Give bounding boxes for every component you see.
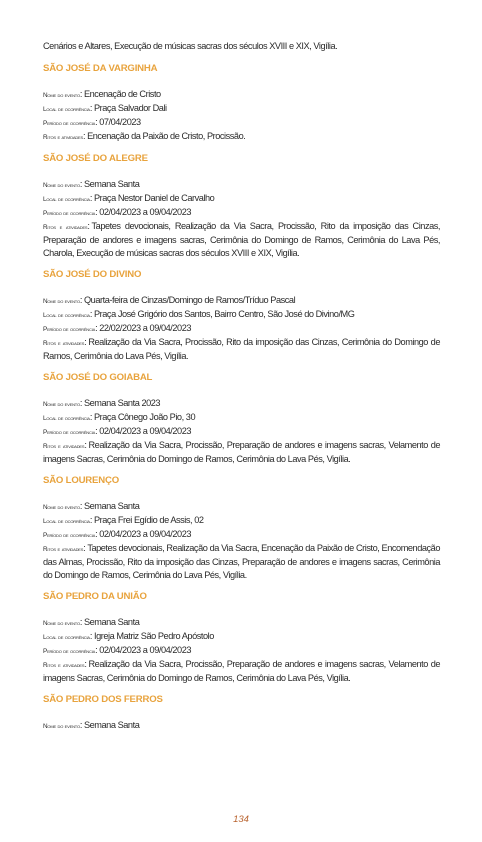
location-field: Local de ocorrência: Praça Frei Egídio de Assis, 02 xyxy=(43,515,204,525)
field-label: Nome do evento xyxy=(43,620,80,627)
field-label: Ritos e atividades xyxy=(43,546,84,553)
field-value: Realização da Via Sacra, Procissão, Preparação de andores e imagens sacras, Velamento de imagens Sacras, Cerimônia do Domingo de Ramos, Cerimônia do Lava Pés, Vigília. xyxy=(43,659,441,683)
field-value: Semana Santa xyxy=(83,720,140,730)
field-label: Nome do evento xyxy=(43,723,80,730)
period-field: Período de ocorrência: 22/02/2023 a 09/04/2023 xyxy=(43,323,192,333)
field-label: Local de ocorrência xyxy=(43,634,90,641)
period-field: Período de ocorrência: 02/04/2023 a 09/04/2023 xyxy=(43,207,192,217)
field-value: Quarta-feira de Cinzas/Domingo de Ramos/Tríduo Pascal xyxy=(83,295,296,305)
field-label: Período de ocorrência xyxy=(43,532,96,539)
field-label: Ritos e atividades xyxy=(43,134,83,141)
page-number: 134 xyxy=(233,814,249,825)
field-value: Semana Santa xyxy=(83,617,140,627)
field-label: Nome do evento xyxy=(43,92,80,99)
field-label: Ritos e atividades xyxy=(43,662,85,669)
document-page xyxy=(43,40,440,741)
field-value: 02/04/2023 a 09/04/2023 xyxy=(99,207,192,217)
field-value: Realização da Via Sacra, Procissão, Preparação de andores e imagens sacras, Velamento de imagens Sacras, Cerimônia do Domingo de Ramos, Cerimônia do Lava Pés, Vigília. xyxy=(43,440,441,464)
field-label: Ritos e atividades xyxy=(43,224,88,231)
section-sao-jose-da-varginha xyxy=(43,62,440,144)
section-sao-pedro-dos-ferros xyxy=(43,693,440,733)
section-heading: SÃO JOSÉ DO GOIABAL xyxy=(43,372,153,383)
field-value: 02/04/2023 a 09/04/2023 xyxy=(99,645,192,655)
field-label: Período de ocorrência xyxy=(43,120,96,127)
field-value: Semana Santa xyxy=(83,501,140,511)
location-field: Local de ocorrência: Igreja Matriz São Pedro Apóstolo xyxy=(43,631,214,641)
field-value: 02/04/2023 a 09/04/2023 xyxy=(99,426,192,436)
field-label: Período de ocorrência xyxy=(43,326,96,333)
field-label: Período de ocorrência xyxy=(43,648,96,655)
event-name-field: Nome do evento: Semana Santa xyxy=(43,501,140,511)
field-value: 22/02/2023 a 09/04/2023 xyxy=(99,323,192,333)
field-label: Local de ocorrência xyxy=(43,312,90,319)
field-value: Praça Salvador Dali xyxy=(93,103,167,113)
field-value: 02/04/2023 a 09/04/2023 xyxy=(99,529,192,539)
section-sao-jose-do-divino xyxy=(43,268,440,363)
field-label: Período de ocorrência xyxy=(43,210,96,217)
section-sao-jose-do-goiabal xyxy=(43,371,440,466)
field-label: Nome do evento xyxy=(43,504,80,511)
event-name-field: Nome do evento: Semana Santa xyxy=(43,720,140,730)
section-heading: SÃO PEDRO DA UNIÃO xyxy=(43,591,147,602)
location-field: Local de ocorrência: Praça José Grigório dos Santos, Bairro Centro, São José do Divino/MG xyxy=(43,309,355,319)
field-label: Local de ocorrência xyxy=(43,106,90,113)
section-sao-lourenco xyxy=(43,474,440,582)
rites-field: Ritos e atividades: Tapetes devocionais, Realização da Via Sacra, Encenação da Paixão de Cristo, Encomendação das Almas, Procissão, Rito da imposição das Cinzas, Preparação de andores e imagens sacras, Cerimônia do Domingo de Ramos, Cerimônia do Lava Pés, Vigília. xyxy=(43,543,441,580)
field-label: Local de ocorrência xyxy=(43,196,90,203)
field-value: Praça Nestor Daniel de Carvalho xyxy=(93,193,215,203)
field-value: Realização da Via Sacra, Procissão, Rito da imposição das Cinzas, Cerimônia do Domingo de Ramos, Cerimônia do Lava Pés, Vigília. xyxy=(43,337,441,361)
field-value: Praça Cônego João Pio, 30 xyxy=(93,412,196,422)
field-value: Praça José Grigório dos Santos, Bairro Centro, São José do Divino/MG xyxy=(93,309,355,319)
field-label: Ritos e atividades xyxy=(43,340,85,347)
section-heading: SÃO JOSÉ DO DIVINO xyxy=(43,269,142,280)
event-name-field: Nome do evento: Semana Santa xyxy=(43,179,140,189)
field-value: Semana Santa 2023 xyxy=(83,398,161,408)
field-value: Tapetes devocionais, Realização da Via Sacra, Encenação da Paixão de Cristo, Encomendação das Almas, Procissão, Rito da imposição das Cinzas, Preparação de andores e imagens sacras, Cerimônia do Domingo de Ramos, Cerimônia do Lava Pés, Vigília. xyxy=(43,543,441,580)
field-value: Encenação de Cristo xyxy=(83,89,161,99)
field-value: Encenação da Paixão de Cristo, Procissão. xyxy=(87,131,246,141)
field-label: Nome do evento xyxy=(43,182,80,189)
field-value: Semana Santa xyxy=(83,179,140,189)
field-value: 07/04/2023 xyxy=(99,117,141,127)
field-label: Local de ocorrência xyxy=(43,415,90,422)
section-sao-pedro-da-uniao xyxy=(43,590,440,685)
period-field: Período de ocorrência: 07/04/2023 xyxy=(43,117,141,127)
location-field: Local de ocorrência: Praça Cônego João Pio, 30 xyxy=(43,412,196,422)
rites-field: Ritos e atividades: Realização da Via Sacra, Procissão, Rito da imposição das Cinzas, Cerimônia do Domingo de Ramos, Cerimônia do Lava Pés, Vigília. xyxy=(43,337,441,361)
section-sao-jose-do-alegre xyxy=(43,152,440,260)
section-heading: SÃO JOSÉ DA VARGINHA xyxy=(43,63,158,74)
continuation-text: Cenários e Altares, Execução de músicas sacras dos séculos XVIII e XIX, Vigília. xyxy=(43,41,338,51)
rites-field: Ritos e atividades: Realização da Via Sacra, Procissão, Preparação de andores e imagens sacras, Velamento de imagens Sacras, Cerimônia do Domingo de Ramos, Cerimônia do Lava Pés, Vigília. xyxy=(43,659,441,683)
rites-field: Ritos e atividades: Realização da Via Sacra, Procissão, Preparação de andores e imagens sacras, Velamento de imagens Sacras, Cerimônia do Domingo de Ramos, Cerimônia do Lava Pés, Vigília. xyxy=(43,440,441,464)
field-value: Tapetes devocionais, Realização da Via Sacra, Procissão, Rito da imposição das Cinzas, Preparação de andores e imagens sacras, Cerimônia do Domingo de Ramos, Cerimônia do Lava Pés, Charola, Execução de músicas sacras dos séculos XVIII e XIX, Vigília. xyxy=(43,221,441,258)
section-heading: SÃO JOSÉ DO ALEGRE xyxy=(43,153,148,164)
rites-field: Ritos e atividades: Encenação da Paixão de Cristo, Procissão. xyxy=(43,131,246,141)
rites-field: Ritos e atividades: Tapetes devocionais, Realização da Via Sacra, Procissão, Rito da imposição das Cinzas, Preparação de andores e imagens sacras, Cerimônia do Domingo de Ramos, Cerimônia do Lava Pés, Charola, Execução de músicas sacras dos séculos XVIII e XIX, Vigília. xyxy=(43,221,441,258)
period-field: Período de ocorrência: 02/04/2023 a 09/04/2023 xyxy=(43,645,192,655)
field-value: Igreja Matriz São Pedro Apóstolo xyxy=(93,631,214,641)
period-field: Período de ocorrência: 02/04/2023 a 09/04/2023 xyxy=(43,426,192,436)
field-value: Praça Frei Egídio de Assis, 02 xyxy=(93,515,204,525)
field-label: Ritos e atividades xyxy=(43,443,85,450)
section-heading: SÃO PEDRO DOS FERROS xyxy=(43,694,163,705)
field-label: Nome do evento xyxy=(43,401,80,408)
period-field: Período de ocorrência: 02/04/2023 a 09/04/2023 xyxy=(43,529,192,539)
event-name-field: Nome do evento: Semana Santa xyxy=(43,617,140,627)
field-label: Local de ocorrência xyxy=(43,518,90,525)
event-name-field: Nome do evento: Quarta-feira de Cinzas/Domingo de Ramos/Tríduo Pascal xyxy=(43,295,296,305)
field-label: Nome do evento xyxy=(43,298,80,305)
location-field: Local de ocorrência: Praça Nestor Daniel de Carvalho xyxy=(43,193,215,203)
field-label: Período de ocorrência xyxy=(43,429,96,436)
event-name-field: Nome do evento: Semana Santa 2023 xyxy=(43,398,161,408)
event-name-field: Nome do evento: Encenação de Cristo xyxy=(43,89,161,99)
section-heading: SÃO LOURENÇO xyxy=(43,475,119,486)
location-field: Local de ocorrência: Praça Salvador Dali xyxy=(43,103,167,113)
